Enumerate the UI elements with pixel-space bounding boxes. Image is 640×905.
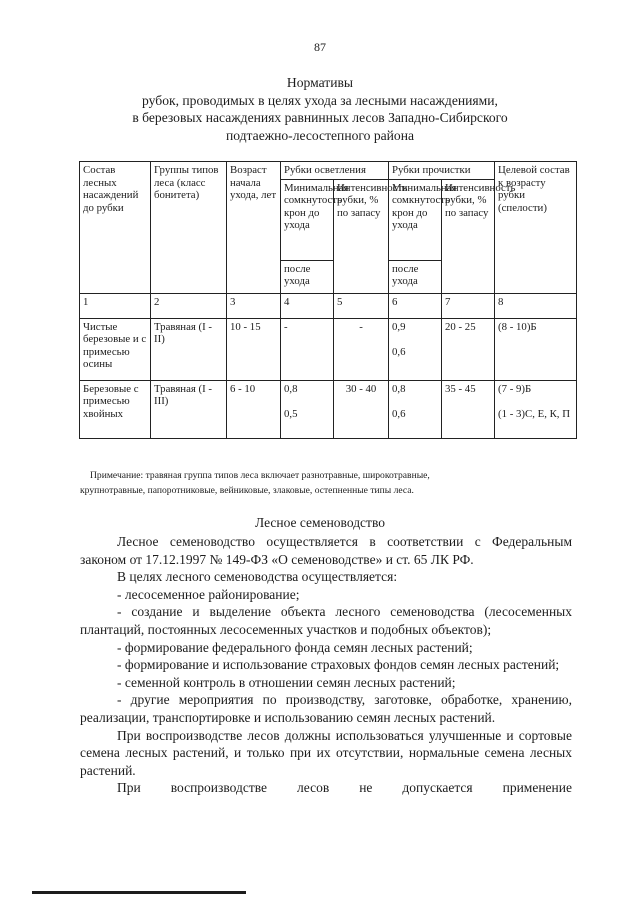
header-care-age: Возраст начала ухода, лет <box>227 162 281 294</box>
header-after-care: после ухода <box>281 260 334 293</box>
thinning-min: 0,8 <box>392 382 406 395</box>
column-number: 7 <box>442 293 495 318</box>
column-number: 6 <box>389 293 442 318</box>
thinning-after: 0,6 <box>392 408 406 421</box>
cell-target <box>495 318 577 380</box>
list-item: - формирование и использование страховых фондов семян лесных растений; <box>117 657 560 673</box>
norms-table <box>79 161 577 439</box>
cell-lighting <box>281 380 334 438</box>
paragraph: Лесное семеноводство осуществляется в соответствии с Федеральным законом от 17.12.1997 № 149-ФЗ «О семеноводстве» и ст. 65 ЛК РФ. <box>80 534 572 567</box>
header-composition: Состав лесных насаждений до рубки <box>80 162 151 294</box>
target-line: (8 - 10)Б <box>498 320 537 333</box>
cell-target <box>495 380 577 438</box>
cell-lighting <box>281 318 334 380</box>
cell-lighting-intensity: 30 - 40 <box>334 380 389 438</box>
header-intensity: Интенсивность рубки, % по запасу <box>334 179 389 293</box>
header-min-density: Минимальная сомкнутость крон до ухода <box>281 179 334 260</box>
paragraph: При воспроизводстве лесов должны использоваться улучшенные и сортовые семена лесных растений, и только при их отсутствии, нормальные семена лесных растений. <box>80 727 572 778</box>
thinning-min: 0,9 <box>392 320 406 333</box>
cell-age: 10 - 15 <box>227 318 281 380</box>
list-item: - другие мероприятия по производству, заготовке, обработке, хранению, реализации, транспортировке и использованию семян лесных растений. <box>80 692 572 725</box>
table-row <box>80 380 577 438</box>
title-line: в березовых насаждениях равнинных лесов Западно-Сибирского <box>132 110 508 125</box>
lighting-after: 0,5 <box>284 408 298 421</box>
paragraph: В целях лесного семеноводства осуществляется: <box>117 569 398 585</box>
cell-thinning-intensity: 35 - 45 <box>442 380 495 438</box>
document-title <box>80 74 560 144</box>
lighting-min: 0,8 <box>284 382 298 395</box>
list-item: - формирование федерального фонда семян лесных растений; <box>117 639 473 655</box>
header-thinning-cuts: Рубки прочистки <box>389 162 495 180</box>
cell-thinning <box>389 318 442 380</box>
cell-composition: Березовые с примесью хвойных <box>80 380 151 438</box>
table-row <box>80 318 577 380</box>
header-intensity-2: Интенсивность рубки, % по запасу <box>442 179 495 293</box>
title-line: подтаежно-лесостепного района <box>225 127 415 143</box>
target-line: (7 - 9)Б <box>498 382 532 395</box>
cell-forest-type: Травяная (I - II) <box>151 318 227 380</box>
column-number: 2 <box>151 293 227 318</box>
cell-forest-type: Травяная (I - III) <box>151 380 227 438</box>
header-forest-types: Группы типов леса (класс бонитета) <box>151 162 227 294</box>
list-item: - лесосеменное районирование; <box>117 586 300 602</box>
table-note <box>80 468 572 498</box>
cell-thinning <box>389 380 442 438</box>
column-number: 1 <box>80 293 151 318</box>
header-min-density-2: Минимальная сомкнутость крон до ухода <box>389 179 442 260</box>
header-target: Целевой состав к возрасту рубки (спелости) <box>495 162 577 294</box>
lighting-min: - <box>284 320 288 333</box>
header-after-care-2: после ухода <box>389 260 442 293</box>
title-line: Нормативы <box>286 75 354 90</box>
column-number: 5 <box>334 293 389 318</box>
title-line: рубок, проводимых в целях ухода за лесными насаждениями, <box>142 92 498 108</box>
column-number: 8 <box>495 293 577 318</box>
column-number-row <box>80 293 577 318</box>
footer-rule <box>32 891 246 894</box>
page-number: 87 <box>314 40 326 54</box>
note-line: Примечание: травяная группа типов леса включает разнотравные, широкотравные, <box>90 470 430 481</box>
note-line: крупнотравные, папоротниковые, вейниковые, злаковые, остепненные типы леса. <box>80 485 414 496</box>
cell-lighting-intensity: - <box>334 318 389 380</box>
column-number: 3 <box>227 293 281 318</box>
cell-composition: Чистые березовые и с примесью осины <box>80 318 151 380</box>
column-number: 4 <box>281 293 334 318</box>
target-line: (1 - 3)С, Е, К, П <box>498 408 571 421</box>
list-item: - создание и выделение объекта лесного семеноводства (лесосеменных плантаций, постоянных лесосеменных участков и подобных объектов); <box>80 604 572 637</box>
body-text <box>80 533 572 797</box>
cell-thinning-intensity: 20 - 25 <box>442 318 495 380</box>
header-lighting-cuts: Рубки осветления <box>281 162 389 180</box>
thinning-after: 0,6 <box>392 346 406 359</box>
paragraph: При воспроизводстве лесов не допускается применение <box>117 780 572 796</box>
section-title: Лесное семеноводство <box>255 515 385 530</box>
list-item: - семенной контроль в отношении семян лесных растений; <box>117 674 456 690</box>
cell-age: 6 - 10 <box>227 380 281 438</box>
